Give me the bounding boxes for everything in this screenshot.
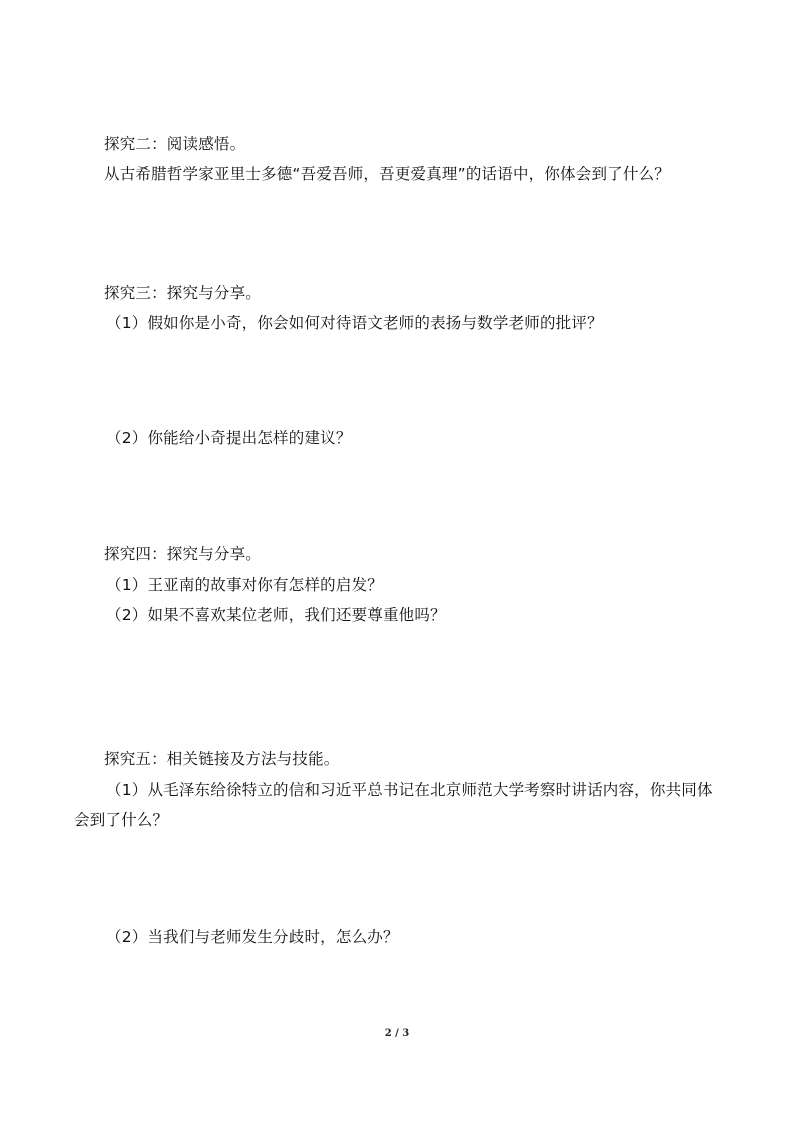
question-explore-3-2: （2）你能给小奇提出怎样的建议？: [106, 429, 352, 447]
question-explore-5-1-line-2: 会到了什么？: [74, 811, 169, 829]
section-heading-explore-5: 探究五：相关链接及方法与技能。: [104, 750, 340, 768]
question-explore-5-2: （2）当我们与老师发生分歧时，怎么办？: [106, 928, 399, 946]
question-explore-4-2: （2）如果不喜欢某位老师，我们还要尊重他吗？: [106, 606, 446, 624]
question-explore-3-1: （1）假如你是小奇，你会如何对待语文老师的表扬与数学老师的批评？: [106, 314, 603, 332]
section-heading-explore-4: 探究四：探究与分享。: [104, 545, 262, 563]
section-heading-explore-3: 探究三：探究与分享。: [104, 284, 262, 302]
section-heading-explore-2: 探究二：阅读感悟。: [104, 135, 246, 153]
question-explore-2: 从古希腊哲学家亚里士多德“吾爱吾师，吾更爱真理”的话语中，你体会到了什么？: [104, 165, 670, 183]
question-explore-5-1-line-1: （1）从毛泽东给徐特立的信和习近平总书记在北京师范大学考察时讲话内容，你共同体: [106, 781, 713, 799]
question-explore-4-1: （1）王亚南的故事对你有怎样的启发？: [106, 576, 383, 594]
page-number: 2 / 3: [384, 1028, 410, 1039]
